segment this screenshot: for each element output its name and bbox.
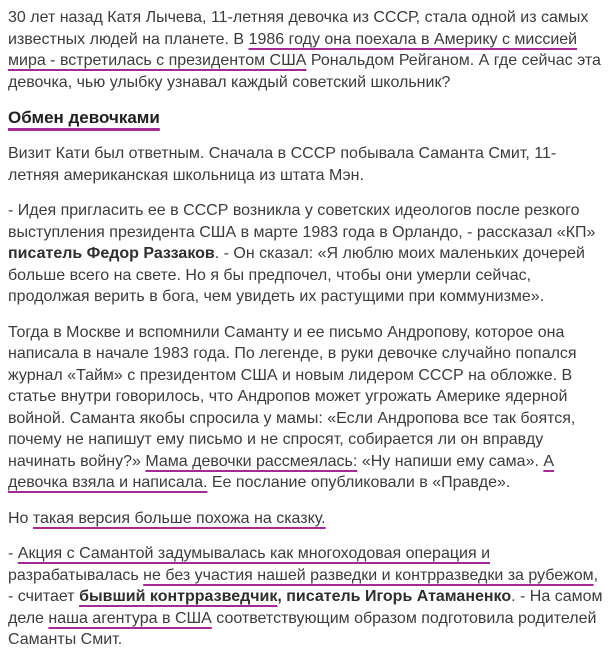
annotated-phrase[interactable]: 1986 году она поехала в Америку с миссией мира - встретилась с президентом США (8, 30, 578, 69)
annotated-phrase[interactable]: такая версия больше похожа на сказку. (32, 509, 326, 527)
paragraph (8, 143, 606, 186)
annotated-phrase[interactable]: наша агентура в США (48, 609, 212, 627)
section-heading (8, 107, 606, 129)
text-run: , - считает (8, 566, 599, 605)
annotated-phrase[interactable]: не без участия нашей разведки и контрразведки за рубежом (143, 566, 594, 584)
paragraph (8, 7, 606, 93)
annotated-phrase[interactable]: Обмен девочками (8, 108, 160, 127)
paragraph (8, 322, 606, 494)
paragraph (8, 543, 606, 651)
article-body (8, 7, 606, 651)
text-run: . - Он сказал: «Я люблю моих маленьких дочерей больше всего на свете. Но я бы предпочел, чтобы они умерли сейчас, продолжая верить в бога, чем увидеть их растущими при коммунизме». (8, 245, 585, 305)
text-run: - Идея пригласить ее в СССР возникла у советских идеологов после резкого выступления президента США в марте 1983 года в Орландо, - рассказал «КП» (8, 202, 596, 241)
text-run: Рональдом Рейганом. А где сейчас эта девочка, чью улыбку узнавал каждый советский школьник? (8, 52, 601, 91)
text-run: соответствующим образом подготовила родителей Саманты Смит. (8, 609, 597, 648)
bold-text: , писатель Игорь Атаманенко (277, 588, 512, 605)
text-run: . - На самом деле (8, 588, 603, 627)
text-run: Визит Кати был ответным. Сначала в СССР побывала Саманта Смит, 11-летняя американская школьница из штата Мэн. (8, 145, 557, 184)
text-run: Ее послание опубликовали в «Правде». (207, 474, 511, 491)
bold-text: писатель Федор Раззаков (8, 245, 215, 262)
text-run: 30 лет назад Катя Лычева, 11-летняя девочка из СССР, стала одной из самых известных людей на планете. В (8, 9, 589, 48)
paragraph (8, 508, 606, 530)
annotated-phrase[interactable]: Акция с Самантой задумывалась как многоходовая операция и (17, 545, 490, 562)
annotated-phrase[interactable]: Мама девочки рассмеялась: (145, 452, 358, 470)
annotated-phrase[interactable]: А девочка взяла и написала. (8, 452, 555, 491)
text-run: Тогда в Москве и вспомнили Саманту и ее письмо Андропову, которое она написала в начале 1983 года. По легенде, в руки девочке случайно попался журнал «Тайм» с президентом США и новым лидером СССР на обложке. В статье внутри говорилось, что Андропов может угрожать Америке ядерной войной. Саманта якобы спросила у мамы: «Если Андропова все так боятся, почему не напишут ему письмо и не спросят, собирается ли он вправду начинать войну?» (8, 323, 577, 470)
paragraph (8, 200, 606, 308)
text-run: - (8, 545, 18, 562)
annotated-phrase[interactable]: бывший контрразведчик (79, 588, 278, 605)
text-run: «Ну напиши ему сама». (357, 452, 544, 470)
text-run: Но (8, 509, 33, 527)
text-run: разрабатывалась (8, 566, 144, 584)
